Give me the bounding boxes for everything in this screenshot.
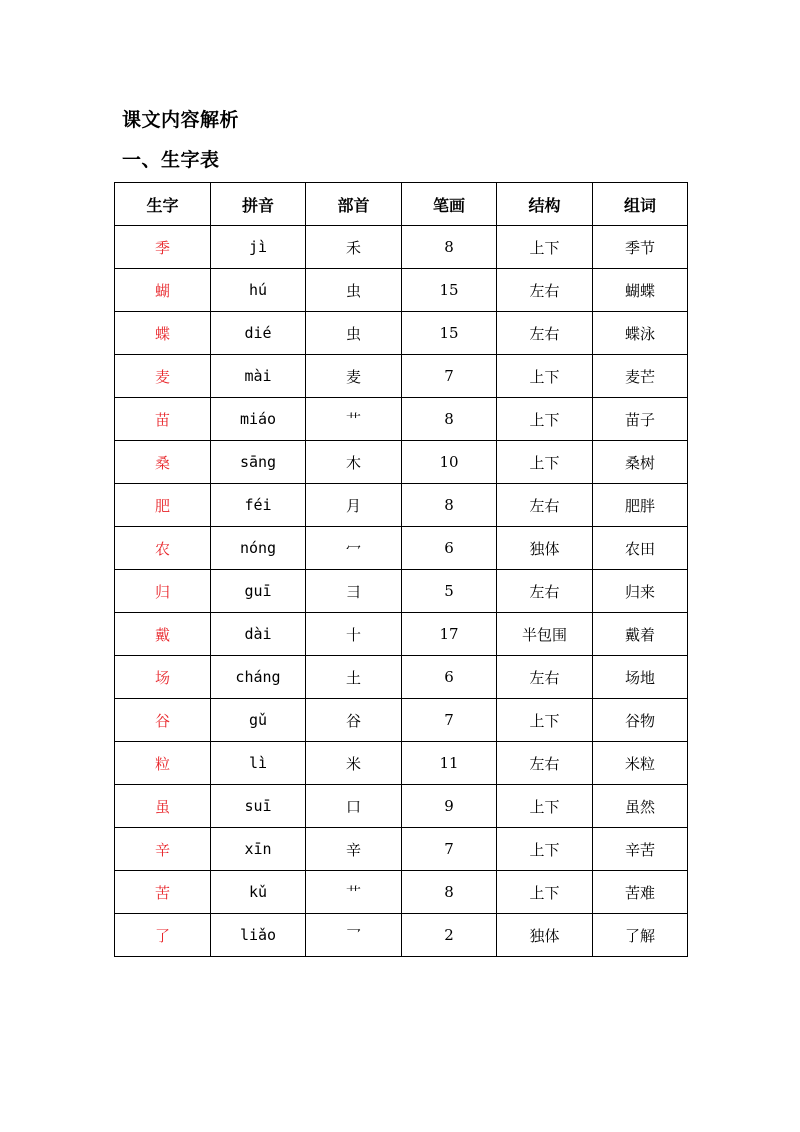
cell-radical: 十 (306, 613, 402, 656)
cell-strokes: 15 (402, 269, 497, 312)
cell-pinyin: kǔ (211, 871, 306, 914)
cell-word: 农田 (593, 527, 688, 570)
cell-pinyin: féi (211, 484, 306, 527)
cell-radical: 冖 (306, 527, 402, 570)
table-row (115, 312, 688, 355)
cell-word: 米粒 (593, 742, 688, 785)
table-row (115, 871, 688, 914)
cell-word: 蝶泳 (593, 312, 688, 355)
cell-word: 谷物 (593, 699, 688, 742)
cell-word: 场地 (593, 656, 688, 699)
cell-strokes: 8 (402, 484, 497, 527)
table-row (115, 828, 688, 871)
cell-radical: 彐 (306, 570, 402, 613)
cell-radical: 艹 (306, 871, 402, 914)
cell-radical: 乛 (306, 914, 402, 957)
cell-char: 粒 (115, 742, 211, 785)
cell-word: 辛苦 (593, 828, 688, 871)
cell-pinyin: lì (211, 742, 306, 785)
cell-char: 蝶 (115, 312, 211, 355)
cell-radical: 麦 (306, 355, 402, 398)
cell-strokes: 2 (402, 914, 497, 957)
cell-strokes: 8 (402, 871, 497, 914)
cell-structure: 上下 (497, 828, 593, 871)
cell-radical: 谷 (306, 699, 402, 742)
cell-structure: 上下 (497, 871, 593, 914)
cell-char: 苦 (115, 871, 211, 914)
cell-pinyin: mài (211, 355, 306, 398)
cell-pinyin: miáo (211, 398, 306, 441)
cell-radical: 木 (306, 441, 402, 484)
cell-char: 蝴 (115, 269, 211, 312)
cell-char: 归 (115, 570, 211, 613)
cell-char: 季 (115, 226, 211, 269)
header-strokes: 笔画 (402, 183, 497, 226)
cell-char: 戴 (115, 613, 211, 656)
cell-structure: 左右 (497, 570, 593, 613)
table-row (115, 570, 688, 613)
cell-structure: 左右 (497, 312, 593, 355)
cell-char: 麦 (115, 355, 211, 398)
cell-word: 虽然 (593, 785, 688, 828)
cell-radical: 土 (306, 656, 402, 699)
cell-char: 谷 (115, 699, 211, 742)
cell-word: 了解 (593, 914, 688, 957)
cell-char: 苗 (115, 398, 211, 441)
cell-pinyin: gǔ (211, 699, 306, 742)
cell-strokes: 9 (402, 785, 497, 828)
cell-structure: 左右 (497, 742, 593, 785)
cell-strokes: 6 (402, 527, 497, 570)
header-pinyin: 拼音 (211, 183, 306, 226)
section-title: 一、生字表 (122, 149, 220, 171)
cell-char: 肥 (115, 484, 211, 527)
header-char: 生字 (115, 183, 211, 226)
cell-radical: 禾 (306, 226, 402, 269)
cell-strokes: 5 (402, 570, 497, 613)
table-row (115, 269, 688, 312)
cell-radical: 口 (306, 785, 402, 828)
cell-structure: 上下 (497, 398, 593, 441)
cell-strokes: 11 (402, 742, 497, 785)
header-radical: 部首 (306, 183, 402, 226)
cell-char: 了 (115, 914, 211, 957)
cell-word: 麦芒 (593, 355, 688, 398)
cell-pinyin: guī (211, 570, 306, 613)
cell-structure: 上下 (497, 441, 593, 484)
cell-pinyin: suī (211, 785, 306, 828)
cell-radical: 虫 (306, 269, 402, 312)
table-row (115, 527, 688, 570)
table-body (115, 226, 688, 957)
cell-word: 苦难 (593, 871, 688, 914)
cell-structure: 独体 (497, 914, 593, 957)
cell-strokes: 15 (402, 312, 497, 355)
cell-structure: 上下 (497, 355, 593, 398)
cell-structure: 左右 (497, 269, 593, 312)
cell-pinyin: jì (211, 226, 306, 269)
cell-char: 场 (115, 656, 211, 699)
cell-word: 蝴蝶 (593, 269, 688, 312)
table-row (115, 699, 688, 742)
cell-pinyin: nóng (211, 527, 306, 570)
vocabulary-table (114, 182, 688, 957)
cell-strokes: 6 (402, 656, 497, 699)
cell-word: 肥胖 (593, 484, 688, 527)
table-row (115, 226, 688, 269)
cell-radical: 艹 (306, 398, 402, 441)
cell-pinyin: liǎo (211, 914, 306, 957)
cell-char: 农 (115, 527, 211, 570)
cell-radical: 虫 (306, 312, 402, 355)
table-row (115, 484, 688, 527)
table-header-row (115, 183, 688, 226)
cell-pinyin: hú (211, 269, 306, 312)
cell-structure: 上下 (497, 699, 593, 742)
table-row (115, 441, 688, 484)
table-row (115, 355, 688, 398)
cell-structure: 上下 (497, 785, 593, 828)
cell-pinyin: xīn (211, 828, 306, 871)
table-row (115, 398, 688, 441)
cell-char: 桑 (115, 441, 211, 484)
cell-structure: 半包围 (497, 613, 593, 656)
cell-strokes: 17 (402, 613, 497, 656)
cell-structure: 左右 (497, 656, 593, 699)
header-structure: 结构 (497, 183, 593, 226)
cell-structure: 左右 (497, 484, 593, 527)
cell-structure: 上下 (497, 226, 593, 269)
cell-pinyin: dié (211, 312, 306, 355)
cell-radical: 月 (306, 484, 402, 527)
cell-strokes: 7 (402, 699, 497, 742)
cell-radical: 辛 (306, 828, 402, 871)
cell-structure: 独体 (497, 527, 593, 570)
cell-pinyin: cháng (211, 656, 306, 699)
cell-radical: 米 (306, 742, 402, 785)
cell-strokes: 7 (402, 355, 497, 398)
cell-word: 桑树 (593, 441, 688, 484)
cell-char: 虽 (115, 785, 211, 828)
cell-word: 戴着 (593, 613, 688, 656)
table-row (115, 914, 688, 957)
cell-word: 归来 (593, 570, 688, 613)
page-title: 课文内容解析 (122, 109, 240, 131)
header-word: 组词 (593, 183, 688, 226)
table-row (115, 613, 688, 656)
cell-pinyin: dài (211, 613, 306, 656)
table-row (115, 785, 688, 828)
cell-word: 苗子 (593, 398, 688, 441)
table-row (115, 742, 688, 785)
table-row (115, 656, 688, 699)
cell-strokes: 8 (402, 226, 497, 269)
cell-word: 季节 (593, 226, 688, 269)
cell-char: 辛 (115, 828, 211, 871)
cell-strokes: 10 (402, 441, 497, 484)
cell-pinyin: sāng (211, 441, 306, 484)
cell-strokes: 7 (402, 828, 497, 871)
cell-strokes: 8 (402, 398, 497, 441)
